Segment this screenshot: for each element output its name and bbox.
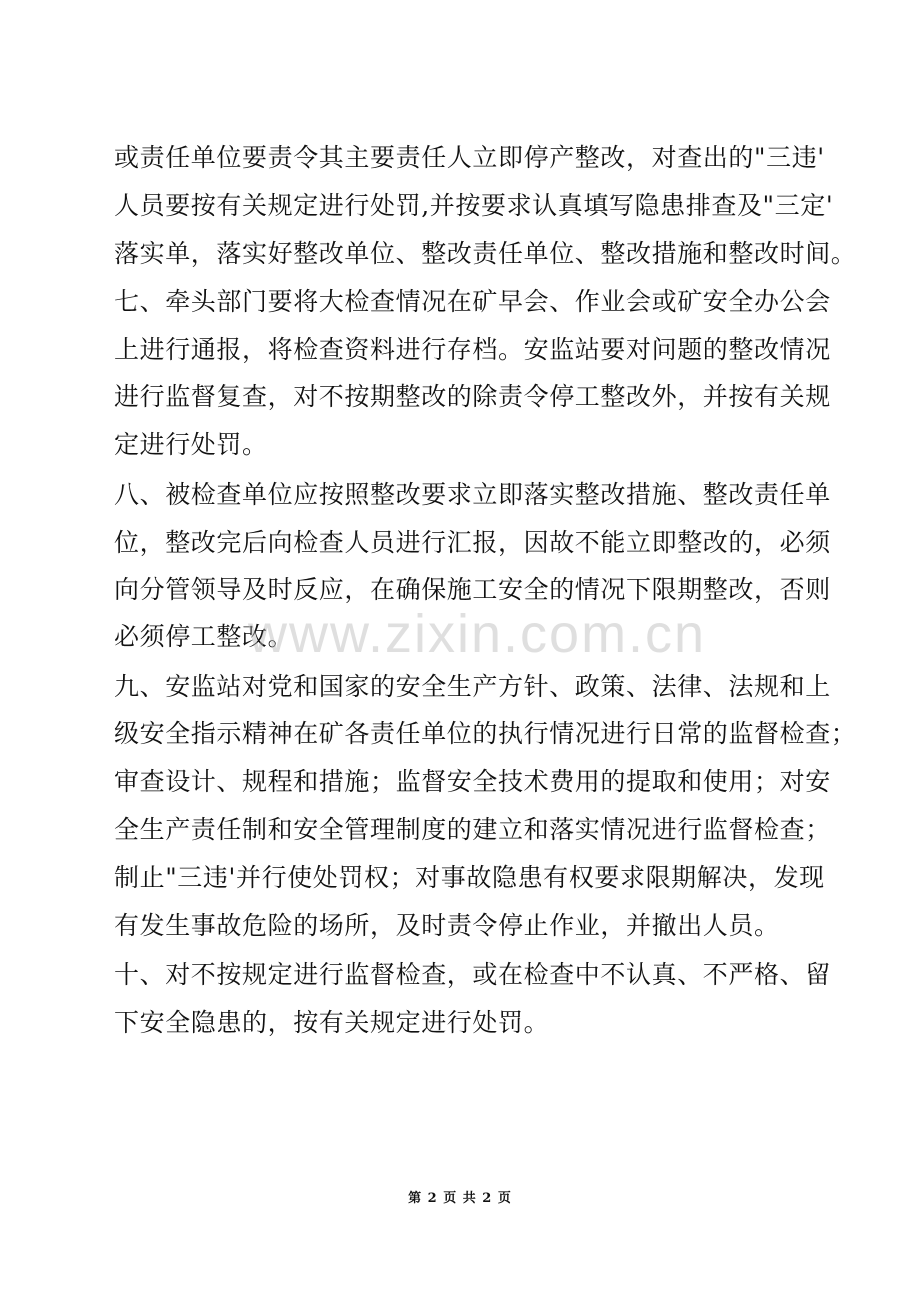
page-footer: 第 2 页 共 2 页 [408,1191,512,1206]
text-line: 落实单，落实好整改单位、整改责任单位、整改措施和整改时间。 [114,239,857,268]
text-line: 位，整改完后向检查人员进行汇报，因故不能立即整改的，必须 [114,528,831,557]
text-line: 上进行通报，将检查资料进行存档。安监站要对问题的整改情况 [114,335,831,364]
text-line: 向分管领导及时反应，在确保施工安全的情况下限期整改，否则 [114,575,831,604]
text-line: 必须停工整改。 [114,622,294,651]
watermark: www.zixin.com.cn [248,604,707,664]
text-line: 制止"三违'并行使处罚权；对事故隐患有权要求限期解决，发现 [114,863,825,892]
text-line: 审查设计、规程和措施；监督安全技术费用的提取和使用；对安 [114,767,831,796]
text-line: 进行监督复查，对不按期整改的除责令停工整改外，并按有关规 [114,382,831,411]
text-line: 全生产责任制和安全管理制度的建立和落实情况进行监督检查； [114,815,831,844]
text-line: 有发生事故危险的场所，及时责令停止作业，并撤出人员。 [114,911,780,940]
text-line: 七、牵头部门要将大检查情况在矿早会、作业会或矿安全办公会 [114,287,831,316]
text-line: 或责任单位要责令其主要责任人立即停产整改，对查出的"三违' [114,143,825,172]
text-line: 定进行处罚。 [114,430,268,459]
text-line: 级安全指示精神在矿各责任单位的执行情况进行日常的监督检查； [114,719,857,748]
text-line: 十、对不按规定进行监督检查，或在检查中不认真、不严格、留 [114,960,831,989]
text-line: 下安全隐患的，按有关规定进行处罚。 [114,1008,550,1037]
text-line: 八、被检查单位应按照整改要求立即落实整改措施、整改责任单 [114,480,831,509]
text-line: 人员要按有关规定进行处罚,并按要求认真填写隐患排查及"三定' [114,191,834,220]
text-line: 九、安监站对党和国家的安全生产方针、政策、法律、法规和上 [114,672,831,701]
